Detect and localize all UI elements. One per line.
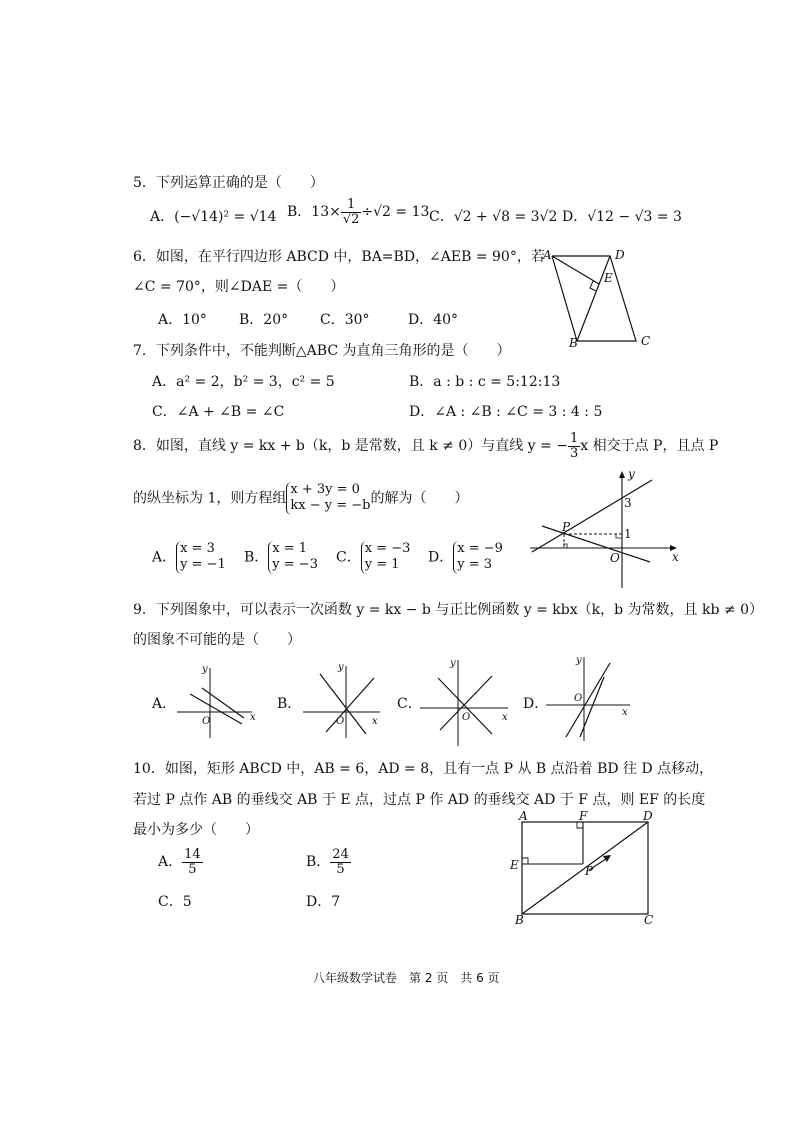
q10-label-e: E — [510, 858, 519, 872]
q5-option-b-head: B．13× — [287, 204, 341, 221]
q9-graph-c — [418, 658, 510, 748]
q5-b-num: 1 — [341, 198, 362, 213]
q8-frac-den: 3 — [569, 445, 579, 461]
q9-stem-line1: 9．下列图象中，可以表示一次函数 y = kx − b 与正比例函数 y = kbx（k，b 为常数，且 kb ≠ 0） — [133, 602, 763, 618]
q9-c-label-o: O — [462, 712, 471, 723]
q5-option-b — [287, 198, 429, 226]
q8-b-eq1: x = 1 — [272, 541, 308, 556]
q6-option-c: C．30° — [320, 312, 370, 328]
q9-b-label-x: x — [372, 716, 378, 727]
q8-option-d-system — [453, 541, 503, 574]
q6-option-d: D．40° — [408, 312, 459, 328]
q8-lines-figure — [520, 467, 685, 590]
q10-option-b-label: B． — [306, 854, 331, 871]
q6-label-a: A — [543, 248, 552, 262]
q9-b-label-y: y — [338, 662, 344, 673]
q8-option-c-label: C． — [336, 549, 361, 566]
q8-option-d — [428, 541, 503, 574]
q8-b-eq2: y = −3 — [272, 557, 318, 573]
q10-stem-line3: 最小为多少（ ） — [133, 822, 259, 838]
q8-label-1: 1 — [624, 527, 632, 541]
q8-label-x: x — [672, 550, 679, 564]
q10-option-b — [306, 848, 351, 876]
q10-stem-line2: 若过 P 点作 AB 的垂线交 AB 于 E 点，过点 P 作 AD 的垂线交 AD 于 F 点，则 EF 的长度 — [133, 792, 706, 808]
q5-option-d: D．√12 − √3 = 3 — [562, 209, 682, 225]
q10-rectangle-figure — [505, 809, 665, 927]
q6-right-angle-mark — [590, 281, 596, 291]
q8-stem-line2 — [133, 482, 468, 515]
q10-a-den: 5 — [188, 861, 197, 877]
q10-b-den: 5 — [336, 861, 345, 877]
q9-d-line-1 — [566, 663, 610, 737]
q9-b-label-o: O — [336, 716, 345, 727]
q10-a-num: 14 — [184, 847, 201, 862]
q9-graph-d — [542, 655, 632, 745]
q8-c-eq1: x = −3 — [364, 541, 411, 556]
q9-option-b-label: B． — [277, 696, 302, 712]
q6-label-b: B — [569, 336, 578, 350]
q9-c-label-x: x — [502, 712, 508, 723]
q9-option-c-label: C． — [397, 696, 422, 712]
q5-stem: 5．下列运算正确的是（ ） — [133, 175, 324, 191]
q9-c-label-y: y — [450, 658, 456, 669]
q5-option-b-tail: ÷√2 = 13 — [361, 204, 430, 221]
q10-stem-line1: 10．如图，矩形 ABCD 中，AB = 6，AD = 8，且有一点 P 从 B 点沿着 BD 往 D 点移动， — [133, 761, 714, 777]
q6-parallelogram-figure — [540, 248, 655, 348]
q6-label-d: D — [615, 248, 625, 262]
q8-line2-tail: 的解为（ ） — [370, 490, 469, 507]
q8-option-a — [152, 541, 226, 574]
q10-label-f: F — [579, 809, 588, 823]
q8-frac-num: 1 — [569, 431, 579, 446]
q10-label-c: C — [644, 913, 654, 927]
q9-c-line-1 — [438, 678, 492, 734]
q7-option-a: A．a² = 2，b² = 3，c² = 5 — [152, 374, 335, 390]
q9-stem-line2: 的图象不可能的是（ ） — [133, 632, 301, 648]
q8-system-eq2: kx − y = −b — [290, 498, 371, 514]
q6-option-b: B．20° — [239, 312, 289, 328]
q10-label-d: D — [643, 809, 653, 823]
q8-d-eq2: y = 3 — [457, 557, 493, 573]
q10-right-angle-e — [522, 858, 528, 864]
q9-d-label-y: y — [576, 655, 582, 666]
q8-option-d-label: D． — [428, 549, 454, 566]
q8-y-arrow — [619, 471, 625, 478]
q10-arrow-head — [603, 855, 611, 862]
q9-graph-b — [298, 660, 388, 740]
q9-d-label-o: O — [574, 693, 583, 704]
q8-slope-frac — [568, 432, 580, 460]
q6-diagonal-bd — [577, 256, 610, 341]
q10-label-p: P — [585, 864, 594, 878]
q9-option-a-label: A． — [152, 696, 177, 712]
page-footer: 八年级数学试卷 第 2 页 共 6 页 — [313, 971, 500, 985]
q8-stem-line1 — [133, 432, 718, 460]
q8-a-eq2: y = −1 — [180, 557, 226, 573]
q8-system-eq1: x + 3y = 0 — [290, 482, 360, 497]
q8-option-b — [244, 541, 318, 574]
q8-line-kxb — [532, 480, 652, 552]
q8-option-a-label: A． — [152, 549, 177, 566]
q10-option-c: C．5 — [158, 894, 192, 910]
q5-b-den: √2 — [342, 211, 360, 227]
q10-option-a — [158, 848, 203, 876]
q10-option-d: D．7 — [306, 894, 341, 910]
q8-line1-tail: x 相交于点 P，且点 P — [580, 438, 719, 455]
q6-label-c: C — [641, 334, 651, 348]
q8-right-angle-y — [616, 534, 622, 538]
q8-option-b-label: B． — [244, 549, 269, 566]
q8-option-c-system — [361, 541, 411, 574]
q6-label-e: E — [604, 271, 613, 285]
q8-c-eq2: y = 1 — [364, 557, 400, 573]
q8-equation-system — [286, 482, 370, 515]
q5-option-b-frac — [341, 198, 362, 226]
q8-line2-head: 的纵坐标为 1，则方程组 — [133, 490, 287, 507]
q8-option-c — [336, 541, 410, 574]
q8-label-p: P — [562, 520, 571, 534]
q6-option-a: A．10° — [158, 312, 207, 328]
q6-stem-line1: 6．如图，在平行四边形 ABCD 中，BA=BD，∠AEB = 90°，若 — [133, 249, 545, 265]
q10-option-a-frac — [182, 848, 203, 876]
q7-stem: 7．下列条件中，不能判断△ABC 为直角三角形的是（ ） — [133, 343, 511, 359]
q8-line-neg-third — [542, 526, 650, 562]
q7-option-d: D．∠A : ∠B : ∠C = 3 : 4 : 5 — [409, 404, 603, 420]
q8-label-3: 3 — [624, 496, 632, 510]
q8-a-eq1: x = 3 — [180, 541, 215, 556]
q6-stem-line2: ∠C = 70°，则∠DAE =（ ） — [133, 279, 345, 295]
q5-option-a: A．(−√14)² = √14 — [150, 209, 277, 225]
q9-d-label-x: x — [622, 707, 628, 718]
q7-option-c: C．∠A + ∠B = ∠C — [152, 404, 285, 420]
q8-d-eq1: x = −9 — [457, 541, 503, 556]
q10-option-b-frac — [330, 848, 351, 876]
q9-a-label-o: O — [202, 716, 211, 727]
q10-label-a: A — [519, 809, 528, 823]
q8-label-y: y — [628, 467, 635, 481]
q9-graph-a — [172, 660, 262, 740]
q7-option-b: B．a : b : c = 5:12:13 — [409, 374, 561, 390]
q9-b-line-2 — [326, 678, 374, 732]
q9-option-d-label: D． — [523, 696, 549, 712]
q9-a-label-x: x — [250, 712, 256, 723]
q8-option-a-system — [176, 541, 226, 574]
q8-label-o: O — [610, 551, 620, 565]
q10-b-num: 24 — [332, 847, 349, 862]
q10-label-b: B — [515, 913, 524, 927]
q9-a-label-y: y — [202, 664, 208, 675]
q10-option-a-label: A． — [158, 854, 183, 871]
q5-option-c: C．√2 + √8 = 3√2 — [429, 209, 558, 225]
q8-option-b-system — [268, 541, 318, 574]
q8-line1-head: 8．如图，直线 y = kx + b（k，b 是常数，且 k ≠ 0）与直线 y = − — [133, 438, 568, 455]
